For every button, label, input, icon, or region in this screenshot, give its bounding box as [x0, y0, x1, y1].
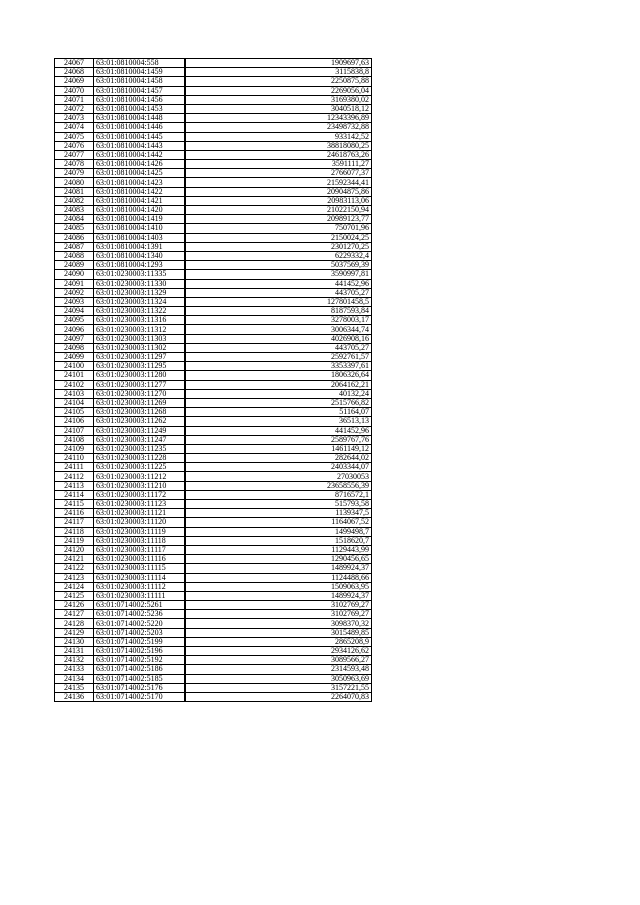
- value-cell: 12343396,89: [185, 114, 372, 123]
- cadastral-number-cell: 63:01:0230003:11117: [94, 545, 186, 554]
- row-number-cell: 24118: [55, 527, 94, 536]
- value-cell: 5037569,39: [185, 261, 372, 270]
- value-cell: 443705,27: [185, 343, 372, 352]
- row-number-cell: 24124: [55, 582, 94, 591]
- cadastral-number-cell: 63:01:0230003:11330: [94, 279, 186, 288]
- row-number-cell: 24100: [55, 362, 94, 371]
- cadastral-number-cell: 63:01:0810004:1422: [94, 187, 186, 196]
- cadastral-number-cell: 63:01:0714002:5261: [94, 601, 186, 610]
- row-number-cell: 24077: [55, 150, 94, 159]
- cadastral-number-cell: 63:01:0230003:11295: [94, 362, 186, 371]
- value-cell: 20989123,77: [185, 215, 372, 224]
- row-number-cell: 24088: [55, 251, 94, 260]
- table-row: [55, 141, 372, 150]
- value-cell: 23498732,88: [185, 123, 372, 132]
- value-cell: 2269056,04: [185, 86, 372, 95]
- row-number-cell: 24129: [55, 628, 94, 637]
- row-number-cell: 24068: [55, 68, 94, 77]
- row-number-cell: 24080: [55, 178, 94, 187]
- table-row: [55, 371, 372, 380]
- table-row: [55, 435, 372, 444]
- value-cell: 23658556,39: [185, 481, 372, 490]
- cadastral-number-cell: 63:01:0230003:11322: [94, 307, 186, 316]
- row-number-cell: 24123: [55, 573, 94, 582]
- row-number-cell: 24097: [55, 334, 94, 343]
- row-number-cell: 24109: [55, 444, 94, 453]
- cadastral-number-cell: 63:01:0714002:5220: [94, 619, 186, 628]
- row-number-cell: 24130: [55, 637, 94, 646]
- table-row: [55, 665, 372, 674]
- row-number-cell: 24076: [55, 141, 94, 150]
- cadastral-number-cell: 63:01:0714002:5170: [94, 692, 186, 701]
- row-number-cell: 24098: [55, 343, 94, 352]
- value-cell: 1139347,5: [185, 509, 372, 518]
- cadastral-number-cell: 63:01:0810004:1456: [94, 95, 186, 104]
- cadastral-number-cell: 63:01:0810004:558: [94, 59, 186, 68]
- table-row: [55, 123, 372, 132]
- cadastral-number-cell: 63:01:0230003:11316: [94, 316, 186, 325]
- row-number-cell: 24075: [55, 132, 94, 141]
- row-number-cell: 24096: [55, 325, 94, 334]
- table-row: [55, 169, 372, 178]
- cadastral-number-cell: 63:01:0230003:11270: [94, 389, 186, 398]
- cadastral-number-cell: 63:01:0810004:1391: [94, 242, 186, 251]
- value-cell: 1509063,95: [185, 582, 372, 591]
- row-number-cell: 24108: [55, 435, 94, 444]
- row-number-cell: 24083: [55, 206, 94, 215]
- cadastral-number-cell: 63:01:0230003:11114: [94, 573, 186, 582]
- table-row: [55, 160, 372, 169]
- value-cell: 24618763,26: [185, 150, 372, 159]
- value-cell: 1290456,65: [185, 555, 372, 564]
- table-row: [55, 573, 372, 582]
- table-row: [55, 215, 372, 224]
- cadastral-number-cell: 63:01:0714002:5186: [94, 665, 186, 674]
- value-cell: 2314593,48: [185, 665, 372, 674]
- value-cell: 3040518,12: [185, 104, 372, 113]
- cadastral-number-cell: 63:01:0714002:5196: [94, 647, 186, 656]
- row-number-cell: 24090: [55, 270, 94, 279]
- value-cell: 1489924,37: [185, 591, 372, 600]
- value-cell: 1518620,7: [185, 536, 372, 545]
- table-row: [55, 555, 372, 564]
- row-number-cell: 24078: [55, 160, 94, 169]
- value-cell: 3102769,27: [185, 610, 372, 619]
- value-cell: 2515766,82: [185, 398, 372, 407]
- row-number-cell: 24087: [55, 242, 94, 251]
- value-cell: 40132,24: [185, 389, 372, 398]
- value-cell: 1129443,99: [185, 545, 372, 554]
- table-row: [55, 417, 372, 426]
- row-number-cell: 24115: [55, 500, 94, 509]
- value-cell: 282644,02: [185, 454, 372, 463]
- row-number-cell: 24105: [55, 408, 94, 417]
- cadastral-number-cell: 63:01:0230003:11335: [94, 270, 186, 279]
- value-cell: 21592344,41: [185, 178, 372, 187]
- cadastral-number-cell: 63:01:0230003:11119: [94, 527, 186, 536]
- cadastral-number-cell: 63:01:0230003:11247: [94, 435, 186, 444]
- table-row: [55, 206, 372, 215]
- row-number-cell: 24081: [55, 187, 94, 196]
- table-row: [55, 362, 372, 371]
- table-row: [55, 619, 372, 628]
- row-number-cell: 24092: [55, 288, 94, 297]
- row-number-cell: 24104: [55, 398, 94, 407]
- cadastral-number-cell: 63:01:0230003:11116: [94, 555, 186, 564]
- cadastral-number-cell: 63:01:0230003:11277: [94, 380, 186, 389]
- row-number-cell: 24128: [55, 619, 94, 628]
- cadastral-number-cell: 63:01:0230003:11121: [94, 509, 186, 518]
- value-cell: 36513,13: [185, 417, 372, 426]
- row-number-cell: 24106: [55, 417, 94, 426]
- value-cell: 27030053: [185, 472, 372, 481]
- table-row: [55, 233, 372, 242]
- row-number-cell: 24071: [55, 95, 94, 104]
- row-number-cell: 24117: [55, 518, 94, 527]
- table-row: [55, 610, 372, 619]
- table-row: [55, 77, 372, 86]
- cadastral-number-cell: 63:01:0810004:1340: [94, 251, 186, 260]
- table-row: [55, 187, 372, 196]
- table-row: [55, 270, 372, 279]
- cadastral-number-cell: 63:01:0230003:11212: [94, 472, 186, 481]
- value-cell: 750701,96: [185, 224, 372, 233]
- table-row: [55, 68, 372, 77]
- row-number-cell: 24091: [55, 279, 94, 288]
- cadastral-number-cell: 63:01:0714002:5236: [94, 610, 186, 619]
- table-row: [55, 279, 372, 288]
- table-row: [55, 481, 372, 490]
- table-row: [55, 490, 372, 499]
- table-row: [55, 674, 372, 683]
- value-cell: 3102769,27: [185, 601, 372, 610]
- table-row: [55, 150, 372, 159]
- table-row: [55, 408, 372, 417]
- cadastral-number-cell: 63:01:0230003:11115: [94, 564, 186, 573]
- row-number-cell: 24135: [55, 683, 94, 692]
- table-row: [55, 582, 372, 591]
- value-cell: 1499498,7: [185, 527, 372, 536]
- value-cell: 1909697,63: [185, 59, 372, 68]
- table-row: [55, 692, 372, 701]
- table-row: [55, 261, 372, 270]
- row-number-cell: 24120: [55, 545, 94, 554]
- cadastral-number-cell: 63:01:0230003:11120: [94, 518, 186, 527]
- cadastral-number-cell: 63:01:0230003:11280: [94, 371, 186, 380]
- value-cell: 51164,07: [185, 408, 372, 417]
- table-row: [55, 104, 372, 113]
- row-number-cell: 24093: [55, 297, 94, 306]
- value-cell: 2592761,57: [185, 353, 372, 362]
- row-number-cell: 24119: [55, 536, 94, 545]
- row-number-cell: 24074: [55, 123, 94, 132]
- cadastral-number-cell: 63:01:0810004:1293: [94, 261, 186, 270]
- cadastral-number-cell: 63:01:0230003:11312: [94, 325, 186, 334]
- cadastral-number-cell: 63:01:0714002:5176: [94, 683, 186, 692]
- cadastral-number-cell: 63:01:0810004:1423: [94, 178, 186, 187]
- cadastral-number-cell: 63:01:0810004:1403: [94, 233, 186, 242]
- cadastral-number-cell: 63:01:0810004:1445: [94, 132, 186, 141]
- value-cell: 38818080,25: [185, 141, 372, 150]
- table-row: [55, 527, 372, 536]
- row-number-cell: 24122: [55, 564, 94, 573]
- value-cell: 933142,52: [185, 132, 372, 141]
- cadastral-number-cell: 63:01:0230003:11111: [94, 591, 186, 600]
- table-row: [55, 316, 372, 325]
- value-cell: 441452,96: [185, 279, 372, 288]
- cadastral-number-cell: 63:01:0230003:11269: [94, 398, 186, 407]
- value-cell: 3006344,74: [185, 325, 372, 334]
- cadastral-number-cell: 63:01:0230003:11324: [94, 297, 186, 306]
- value-cell: 3278003,17: [185, 316, 372, 325]
- cadastral-number-cell: 63:01:0810004:1448: [94, 114, 186, 123]
- table-row: [55, 647, 372, 656]
- table-row: [55, 288, 372, 297]
- row-number-cell: 24084: [55, 215, 94, 224]
- table-row: [55, 334, 372, 343]
- value-cell: 515793,58: [185, 500, 372, 509]
- table-row: [55, 86, 372, 95]
- cadastral-number-cell: 63:01:0230003:11302: [94, 343, 186, 352]
- cadastral-number-cell: 63:01:0810004:1419: [94, 215, 186, 224]
- value-cell: 1461149,12: [185, 444, 372, 453]
- row-number-cell: 24086: [55, 233, 94, 242]
- table-row: [55, 628, 372, 637]
- table-body: [55, 59, 372, 702]
- value-cell: 3015489,85: [185, 628, 372, 637]
- table-row: [55, 178, 372, 187]
- row-number-cell: 24133: [55, 665, 94, 674]
- table-row: [55, 196, 372, 205]
- value-cell: 1806326,64: [185, 371, 372, 380]
- value-cell: 4026908,16: [185, 334, 372, 343]
- row-number-cell: 24067: [55, 59, 94, 68]
- row-number-cell: 24127: [55, 610, 94, 619]
- cadastral-number-cell: 63:01:0230003:11228: [94, 454, 186, 463]
- table-row: [55, 683, 372, 692]
- table-row: [55, 251, 372, 260]
- row-number-cell: 24136: [55, 692, 94, 701]
- value-cell: 1164067,52: [185, 518, 372, 527]
- row-number-cell: 24072: [55, 104, 94, 113]
- cadastral-number-cell: 63:01:0714002:5203: [94, 628, 186, 637]
- cadastral-number-cell: 63:01:0230003:11210: [94, 481, 186, 490]
- value-cell: 3089566,27: [185, 656, 372, 665]
- table-row: [55, 114, 372, 123]
- value-cell: 3050963,69: [185, 674, 372, 683]
- value-cell: 3157221,55: [185, 683, 372, 692]
- table-row: [55, 389, 372, 398]
- table-row: [55, 463, 372, 472]
- cadastral-number-cell: 63:01:0230003:11225: [94, 463, 186, 472]
- row-number-cell: 24131: [55, 647, 94, 656]
- value-cell: 2589767,76: [185, 435, 372, 444]
- row-number-cell: 24110: [55, 454, 94, 463]
- row-number-cell: 24094: [55, 307, 94, 316]
- value-cell: 21022150,94: [185, 206, 372, 215]
- table-row: [55, 536, 372, 545]
- value-cell: 3591111,27: [185, 160, 372, 169]
- value-cell: 8716572,1: [185, 490, 372, 499]
- cadastral-number-cell: 63:01:0230003:11262: [94, 417, 186, 426]
- table-row: [55, 518, 372, 527]
- cadastral-number-cell: 63:01:0810004:1457: [94, 86, 186, 95]
- table-row: [55, 601, 372, 610]
- value-cell: 1124488,66: [185, 573, 372, 582]
- cadastral-number-cell: 63:01:0810004:1425: [94, 169, 186, 178]
- cadastral-number-cell: 63:01:0230003:11123: [94, 500, 186, 509]
- table-row: [55, 454, 372, 463]
- row-number-cell: 24103: [55, 389, 94, 398]
- value-cell: 1489924,37: [185, 564, 372, 573]
- table-row: [55, 242, 372, 251]
- value-cell: 20904875,86: [185, 187, 372, 196]
- table-row: [55, 500, 372, 509]
- table-row: [55, 591, 372, 600]
- value-cell: 2064162,21: [185, 380, 372, 389]
- table-row: [55, 325, 372, 334]
- row-number-cell: 24099: [55, 353, 94, 362]
- table-row: [55, 297, 372, 306]
- cadastral-number-cell: 63:01:0714002:5192: [94, 656, 186, 665]
- value-cell: 3115838,8: [185, 68, 372, 77]
- cadastral-number-cell: 63:01:0810004:1458: [94, 77, 186, 86]
- value-cell: 2934126,62: [185, 647, 372, 656]
- value-cell: 2301270,25: [185, 242, 372, 251]
- cadastral-number-cell: 63:01:0810004:1446: [94, 123, 186, 132]
- table-row: [55, 564, 372, 573]
- value-cell: 8187593,84: [185, 307, 372, 316]
- table-row: [55, 59, 372, 68]
- cadastral-number-cell: 63:01:0230003:11268: [94, 408, 186, 417]
- row-number-cell: 24079: [55, 169, 94, 178]
- row-number-cell: 24070: [55, 86, 94, 95]
- table-row: [55, 398, 372, 407]
- cadastral-number-cell: 63:01:0810004:1426: [94, 160, 186, 169]
- cadastral-number-cell: 63:01:0810004:1443: [94, 141, 186, 150]
- cadastral-number-cell: 63:01:0230003:11112: [94, 582, 186, 591]
- row-number-cell: 24111: [55, 463, 94, 472]
- value-cell: 441452,96: [185, 426, 372, 435]
- cadastral-number-cell: 63:01:0810004:1420: [94, 206, 186, 215]
- row-number-cell: 24113: [55, 481, 94, 490]
- cadastral-number-cell: 63:01:0714002:5185: [94, 674, 186, 683]
- row-number-cell: 24073: [55, 114, 94, 123]
- row-number-cell: 24069: [55, 77, 94, 86]
- value-cell: 2264070,83: [185, 692, 372, 701]
- value-cell: 3590997,81: [185, 270, 372, 279]
- table-row: [55, 444, 372, 453]
- cadastral-number-cell: 63:01:0810004:1442: [94, 150, 186, 159]
- value-cell: 3098370,32: [185, 619, 372, 628]
- cadastral-number-cell: 63:01:0230003:11118: [94, 536, 186, 545]
- cadastral-number-cell: 63:01:0230003:11235: [94, 444, 186, 453]
- table-row: [55, 343, 372, 352]
- cadastral-number-cell: 63:01:0230003:11303: [94, 334, 186, 343]
- cadastral-number-cell: 63:01:0810004:1459: [94, 68, 186, 77]
- table-row: [55, 353, 372, 362]
- value-cell: 2250875,88: [185, 77, 372, 86]
- row-number-cell: 24114: [55, 490, 94, 499]
- row-number-cell: 24102: [55, 380, 94, 389]
- table-row: [55, 472, 372, 481]
- cadastral-number-cell: 63:01:0810004:1410: [94, 224, 186, 233]
- table-row: [55, 426, 372, 435]
- row-number-cell: 24134: [55, 674, 94, 683]
- cadastral-number-cell: 63:01:0714002:5199: [94, 637, 186, 646]
- value-cell: 3169380,02: [185, 95, 372, 104]
- table-row: [55, 95, 372, 104]
- value-cell: 2150024,25: [185, 233, 372, 242]
- row-number-cell: 24095: [55, 316, 94, 325]
- table-row: [55, 132, 372, 141]
- table-row: [55, 307, 372, 316]
- row-number-cell: 24116: [55, 509, 94, 518]
- row-number-cell: 24121: [55, 555, 94, 564]
- data-table: [54, 58, 372, 702]
- table-row: [55, 656, 372, 665]
- table-row: [55, 545, 372, 554]
- table-row: [55, 509, 372, 518]
- cadastral-number-cell: 63:01:0230003:11249: [94, 426, 186, 435]
- row-number-cell: 24107: [55, 426, 94, 435]
- value-cell: 3353397,61: [185, 362, 372, 371]
- value-cell: 20983113,06: [185, 196, 372, 205]
- cadastral-number-cell: 63:01:0230003:11172: [94, 490, 186, 499]
- row-number-cell: 24125: [55, 591, 94, 600]
- row-number-cell: 24132: [55, 656, 94, 665]
- row-number-cell: 24085: [55, 224, 94, 233]
- cadastral-number-cell: 63:01:0230003:11297: [94, 353, 186, 362]
- cadastral-number-cell: 63:01:0810004:1453: [94, 104, 186, 113]
- row-number-cell: 24089: [55, 261, 94, 270]
- table-row: [55, 380, 372, 389]
- row-number-cell: 24112: [55, 472, 94, 481]
- cadastral-number-cell: 63:01:0810004:1421: [94, 196, 186, 205]
- value-cell: 2766077,37: [185, 169, 372, 178]
- row-number-cell: 24082: [55, 196, 94, 205]
- value-cell: 2403344,07: [185, 463, 372, 472]
- row-number-cell: 24101: [55, 371, 94, 380]
- value-cell: 2865208,9: [185, 637, 372, 646]
- table-row: [55, 637, 372, 646]
- value-cell: 127801458,5: [185, 297, 372, 306]
- table-row: [55, 224, 372, 233]
- value-cell: 443705,27: [185, 288, 372, 297]
- value-cell: 6229332,4: [185, 251, 372, 260]
- cadastral-number-cell: 63:01:0230003:11329: [94, 288, 186, 297]
- row-number-cell: 24126: [55, 601, 94, 610]
